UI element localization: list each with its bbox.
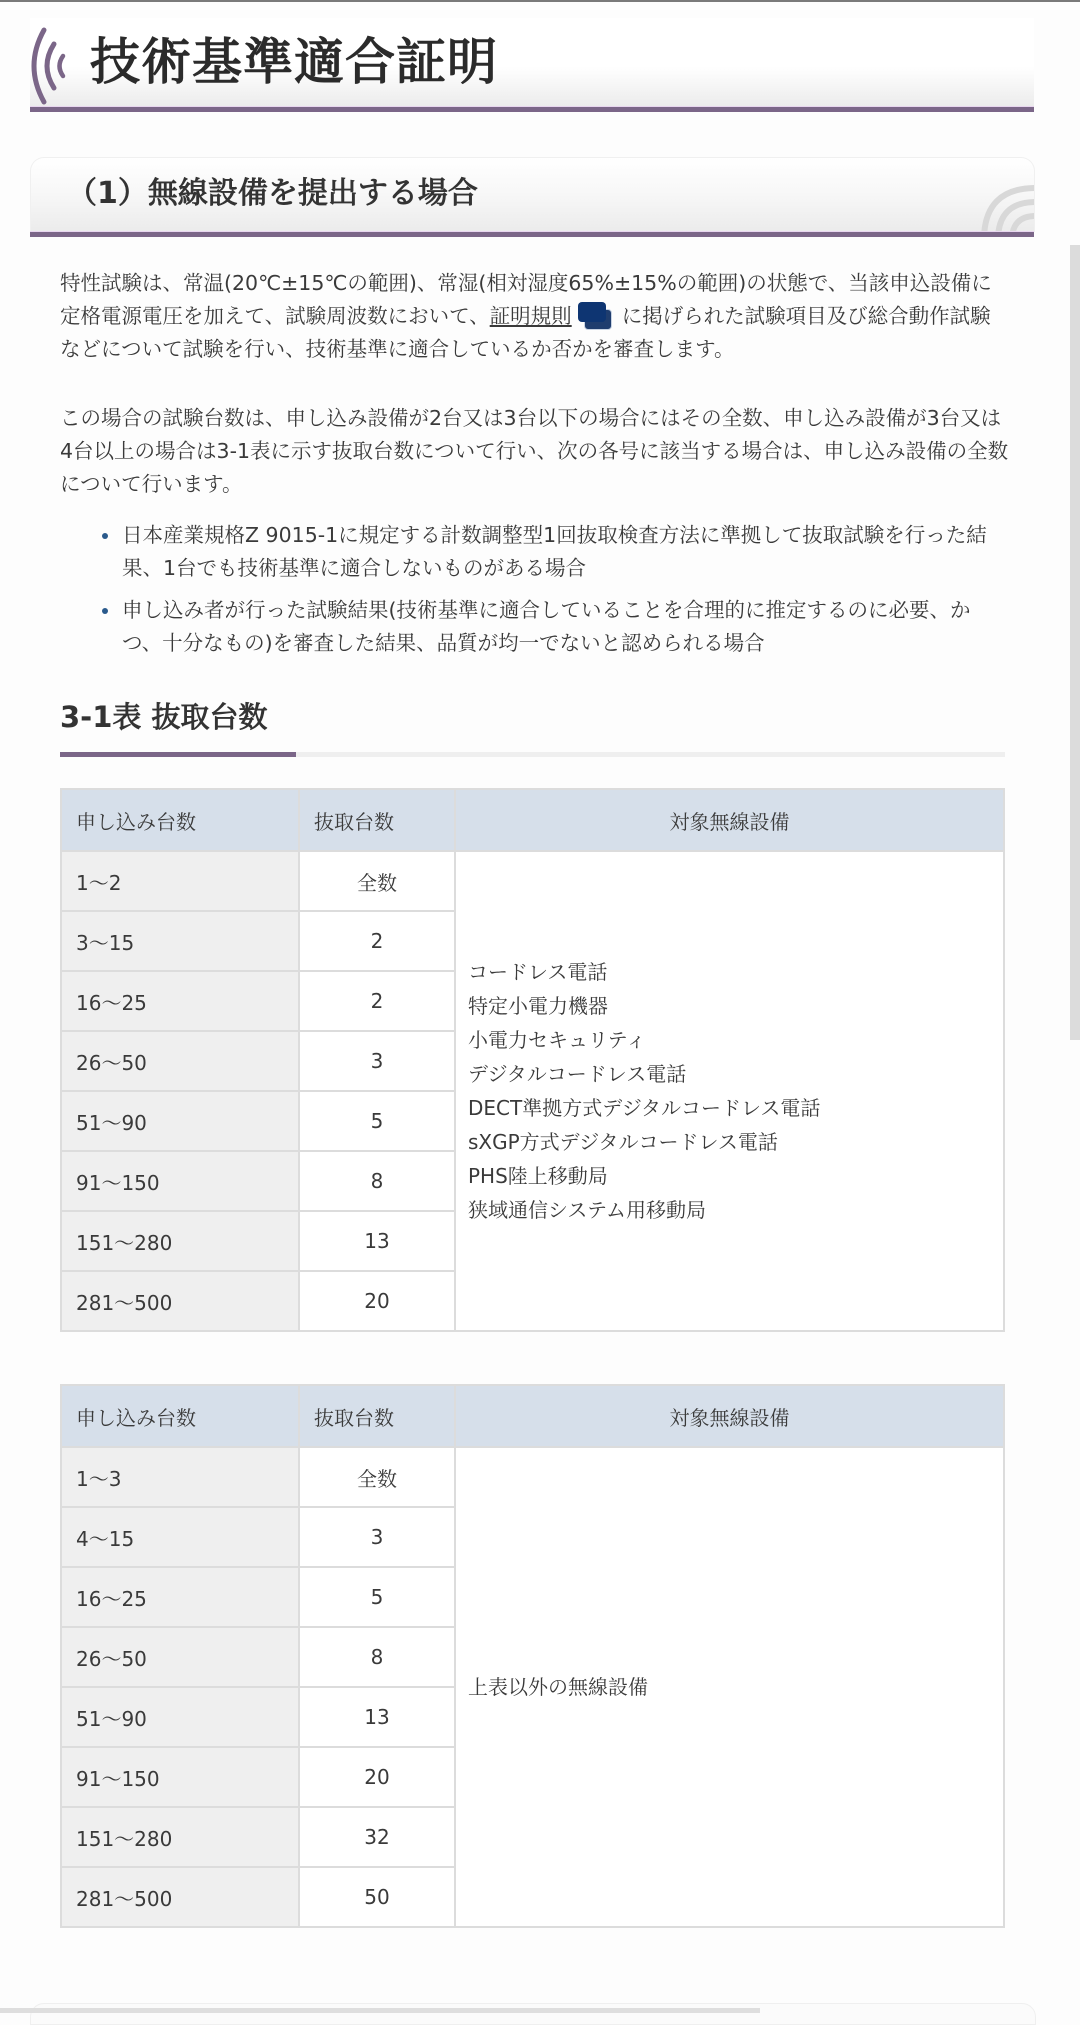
page-title: 技術基準適合証明 <box>90 33 498 91</box>
section-divider <box>30 231 1034 237</box>
table-row: 51〜90 5 <box>61 1091 1004 1151</box>
list-item: 申し込み者が行った試験結果(技術基準に適合していることを合理的に推定するのに必要、かつ、十分なもの)を審査した結果、品質が均一でないと認められる場合 <box>60 594 1010 660</box>
section-heading-box <box>30 157 1035 232</box>
table-row: 3〜15 2 <box>61 911 1004 971</box>
table-row: 26〜50 3 <box>61 1031 1004 1091</box>
table-row: 91〜150 20 <box>61 1747 1004 1807</box>
bullet-icon <box>102 608 108 614</box>
horizontal-scrollbar[interactable] <box>0 2008 760 2013</box>
table-row: 51〜90 13 <box>61 1687 1004 1747</box>
sampling-table-2 <box>60 1384 1005 1928</box>
column-header-applied-count: 申し込み台数 <box>61 1385 299 1447</box>
column-header-applied-count: 申し込み台数 <box>61 789 299 851</box>
paragraph-characteristic-test <box>60 267 1010 366</box>
bullet-icon <box>102 533 108 539</box>
table-row: 1〜3 全数 上表以外の無線設備 <box>61 1447 1004 1507</box>
table-row: 151〜280 32 <box>61 1807 1004 1867</box>
table-row: 91〜150 8 <box>61 1151 1004 1211</box>
table-row: 1〜2 全数 コードレス電話 特定小電力機器 小電力セキュリティ デジタルコードレス電話 DECT準拠方式デジタルコードレス電話 sXGP方式デジタルコードレス電話 PHS陸上移動局 狭域通信システム用移動局 <box>61 851 1004 911</box>
table-row: 4〜15 3 <box>61 1507 1004 1567</box>
list-item: 日本産業規格Z 9015-1に規定する計数調整型1回抜取検査方法に準拠して抜取試験を行った結果、1台でも技術基準に適合しないものがある場合 <box>60 519 1010 585</box>
top-border <box>0 0 1080 2</box>
table-heading: 3-1表 抜取台数 <box>60 700 268 734</box>
table-row: 281〜500 20 <box>61 1271 1004 1331</box>
table-row: 151〜280 13 <box>61 1211 1004 1271</box>
certification-rules-link[interactable]: 証明規則 <box>489 304 572 328</box>
paragraph-test-count: この場合の試験台数は、申し込み設備が2台又は3台以下の場合にはその全数、申し込み設備が3台又は4台以上の場合は3-1表に示す抜取台数について行い、次の各号に該当する場合は、申し込み設備の全数について行います。 <box>60 406 1009 496</box>
table-header-row <box>61 1385 1004 1447</box>
target-equipment-cell: 上表以外の無線設備 <box>455 1447 1004 1927</box>
column-header-sample-count: 抜取台数 <box>299 1385 455 1447</box>
table-row: 281〜500 50 <box>61 1867 1004 1927</box>
section-heading: （1）無線設備を提出する場合 <box>67 176 478 211</box>
column-header-target-equipment: 対象無線設備 <box>455 1385 1004 1447</box>
table-row: 16〜25 5 <box>61 1567 1004 1627</box>
table-row: 26〜50 8 <box>61 1627 1004 1687</box>
paragraph-text: に掲げられた試験項目及び総合動作試験などについて試験を行い、技術基準に適合しているか否かを審査します。 <box>60 304 991 361</box>
equipment-list: コードレス電話 特定小電力機器 小電力セキュリティ デジタルコードレス電話 DECT準拠方式デジタルコードレス電話 sXGP方式デジタルコードレス電話 PHS陸上移動局 狭域通信システム用移動局 <box>468 960 821 1222</box>
page-title-divider <box>30 106 1034 112</box>
next-section-card <box>30 2003 1036 2025</box>
vertical-scrollbar-thumb[interactable] <box>1070 245 1080 1040</box>
page-title-banner <box>30 18 1034 106</box>
column-header-target-equipment: 対象無線設備 <box>455 789 1004 851</box>
table-row: 16〜25 2 <box>61 971 1004 1031</box>
external-window-icon[interactable] <box>578 302 614 328</box>
column-header-sample-count: 抜取台数 <box>299 789 455 851</box>
radio-wave-watermark-icon <box>980 180 1034 232</box>
full-test-conditions-list <box>60 519 1010 669</box>
table-heading-divider <box>60 752 1005 757</box>
sampling-table-1 <box>60 788 1005 1332</box>
table-header-row <box>61 789 1004 851</box>
target-equipment-cell <box>455 851 1004 1331</box>
radio-wave-icon <box>30 26 70 106</box>
paragraph-text: 特性試験は、常温(20℃±15℃の範囲)、常湿(相対湿度65%±15%の範囲)の状態で、当該申込設備に定格電源電圧を加えて、試験周波数において、 <box>60 271 992 328</box>
